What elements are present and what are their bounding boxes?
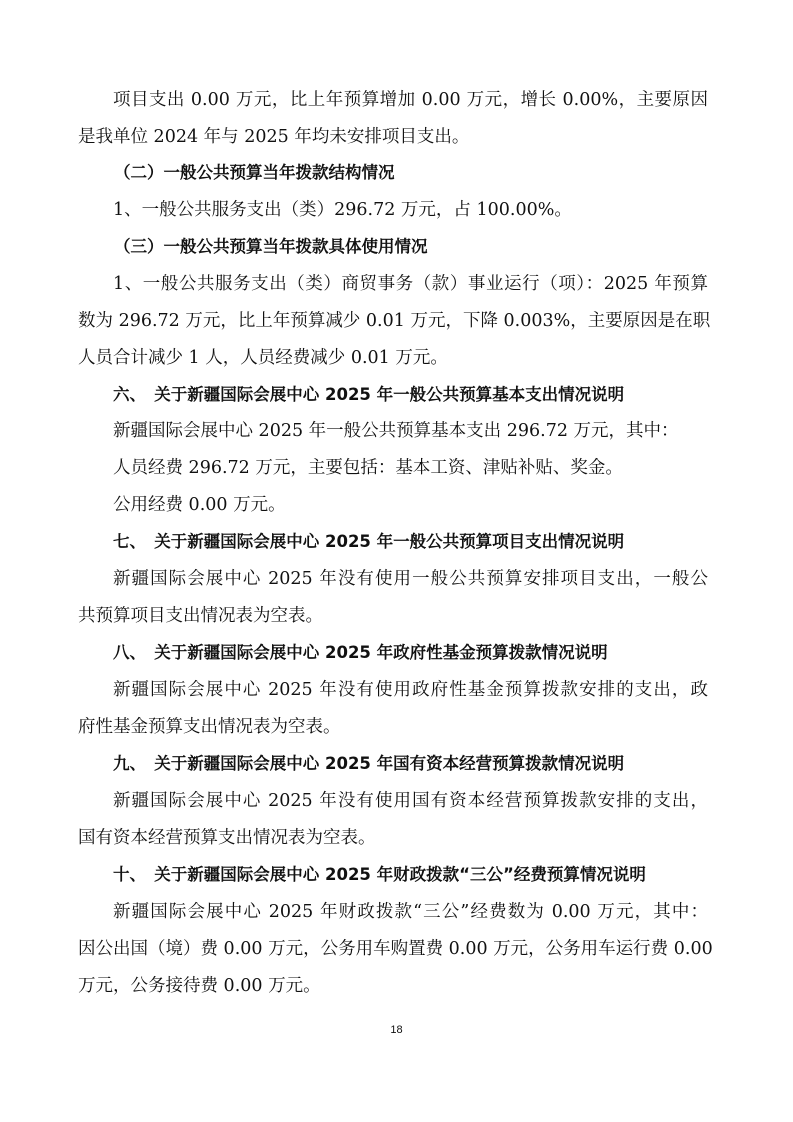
paragraph-line: 新疆国际会展中心 2025 年没有使用一般公共预算安排项目支出，一般公 — [113, 569, 708, 589]
paragraph-line: 人员经费 296.72 万元，主要包括：基本工资、津贴补贴、奖金。 — [113, 458, 623, 478]
section-heading: 七、 关于新疆国际会展中心 2025 年一般公共预算项目支出情况说明 — [113, 532, 625, 551]
paragraph-line: 因公出国（境）费 0.00 万元，公务用车购置费 0.00 万元，公务用车运行费 0.00 — [78, 939, 713, 959]
paragraph-line: 1、一般公共服务支出（类）296.72 万元，占 100.00%。 — [113, 200, 572, 220]
paragraph-line: 数为 296.72 万元，比上年预算减少 0.01 万元，下降 0.003%，主要原因是在职 — [78, 311, 711, 331]
paragraph-line: 新疆国际会展中心 2025 年一般公共预算基本支出 296.72 万元，其中： — [113, 421, 679, 441]
paragraph-line: 1、一般公共服务支出（类）商贸事务（款）事业运行（项）：2025 年预算 — [113, 274, 708, 294]
section-heading: 六、 关于新疆国际会展中心 2025 年一般公共预算基本支出情况说明 — [113, 385, 625, 404]
paragraph-line: 公用经费 0.00 万元。 — [113, 495, 286, 515]
section-heading: 九、 关于新疆国际会展中心 2025 年国有资本经营预算拨款情况说明 — [113, 754, 625, 773]
paragraph-line: 项目支出 0.00 万元，比上年预算增加 0.00 万元，增长 0.00%，主要原因 — [113, 90, 708, 110]
paragraph-line: 国有资本经营预算支出情况表为空表。 — [78, 828, 376, 848]
paragraph-line: 新疆国际会展中心 2025 年没有使用政府性基金预算拨款安排的支出，政 — [113, 680, 708, 700]
paragraph-line: 万元，公务接待费 0.00 万元。 — [78, 976, 321, 996]
page-number: 18 — [390, 1024, 403, 1036]
paragraph-line: 新疆国际会展中心 2025 年没有使用国有资本经营预算拨款安排的支出， — [113, 791, 708, 811]
paragraph-line: 府性基金预算支出情况表为空表。 — [78, 717, 341, 737]
paragraph-line: 人员合计减少 1 人，人员经费减少 0.01 万元。 — [78, 348, 448, 368]
subsection-heading: （二）一般公共预算当年拨款结构情况 — [114, 163, 395, 182]
paragraph-line: 是我单位 2024 年与 2025 年均未安排项目支出。 — [78, 127, 470, 147]
subsection-heading: （三）一般公共预算当年拨款具体使用情况 — [114, 237, 428, 256]
paragraph-line: 新疆国际会展中心 2025 年财政拨款“三公”经费数为 0.00 万元，其中： — [113, 902, 708, 922]
section-heading: 十、 关于新疆国际会展中心 2025 年财政拨款“三公”经费预算情况说明 — [113, 865, 646, 884]
paragraph-line: 共预算项目支出情况表为空表。 — [78, 606, 323, 626]
section-heading: 八、 关于新疆国际会展中心 2025 年政府性基金预算拨款情况说明 — [113, 643, 608, 662]
